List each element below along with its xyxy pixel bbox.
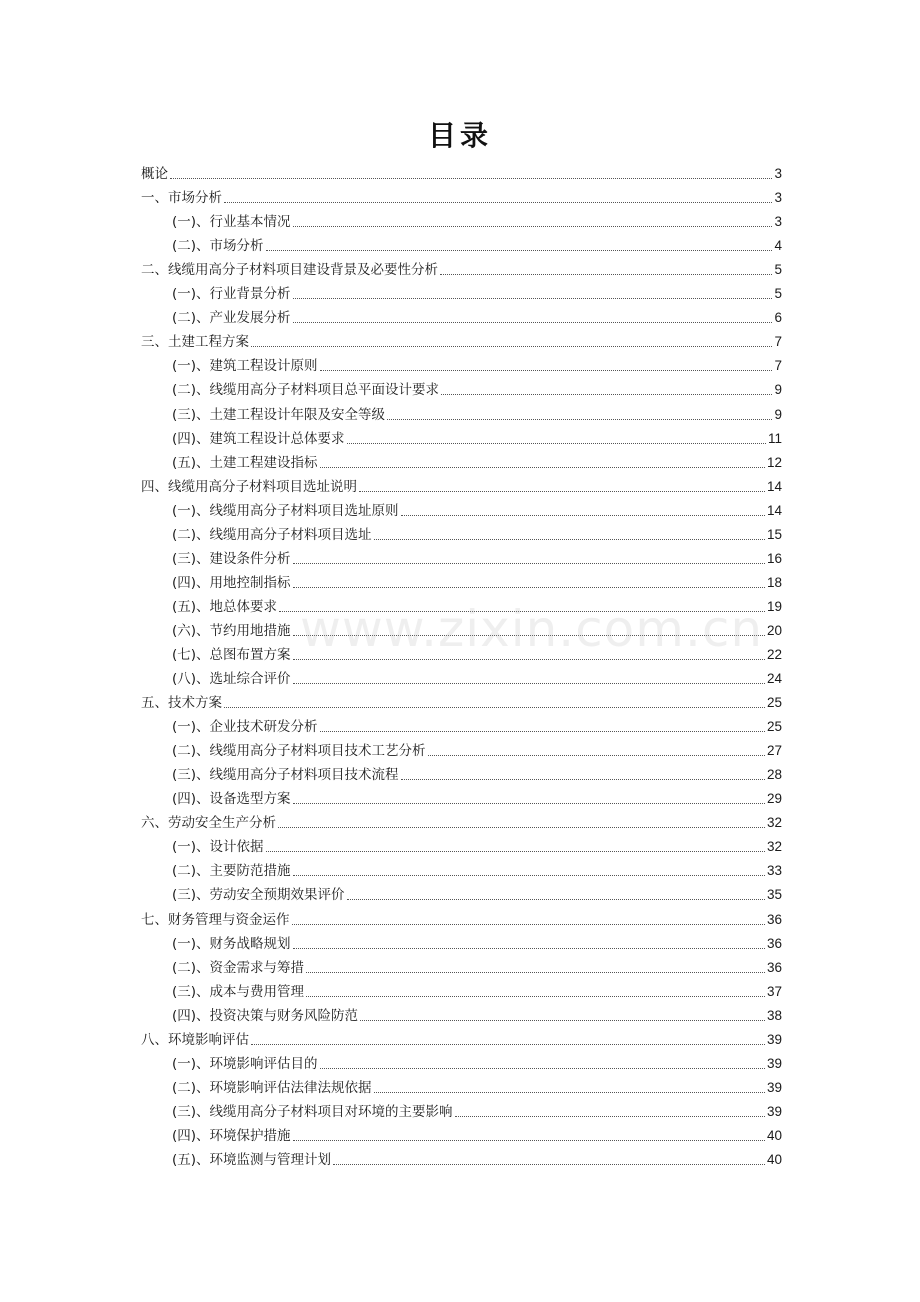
toc-chapter-entry[interactable]	[141, 256, 782, 280]
toc-dot-leader	[374, 1091, 765, 1093]
toc-entry-label: (二)、线缆用高分子材料项目总平面设计要求	[172, 382, 440, 399]
toc-dot-leader	[278, 826, 765, 828]
page-title: 目录	[427, 119, 492, 152]
toc-entry-label: (四)、设备选型方案	[172, 791, 291, 808]
toc-section-entry[interactable]	[141, 665, 782, 689]
toc-section-entry[interactable]	[141, 1050, 782, 1074]
toc-dot-leader	[251, 1043, 765, 1045]
toc-section-entry[interactable]	[141, 930, 782, 954]
toc-page-number: 7	[774, 334, 782, 350]
toc-dot-leader	[320, 1067, 765, 1069]
toc-dot-leader	[266, 850, 765, 852]
toc-entry-label: 二、线缆用高分子材料项目建设背景及必要性分析	[141, 262, 438, 279]
toc-dot-leader	[293, 802, 765, 804]
toc-entry-label: (一)、企业技术研发分析	[172, 719, 318, 736]
toc-section-entry[interactable]	[141, 280, 782, 304]
toc-entry-label: (四)、环境保护措施	[172, 1127, 291, 1144]
toc-page-number: 24	[766, 671, 782, 687]
toc-page-number: 5	[774, 262, 782, 278]
toc-page-number: 11	[767, 430, 782, 446]
toc-dot-leader	[251, 345, 772, 347]
toc-entry-label: (二)、产业发展分析	[172, 310, 291, 327]
toc-entry-label: (四)、投资决策与财务风险防范	[172, 1007, 359, 1024]
toc-entry-label: (一)、设计依据	[172, 839, 264, 856]
toc-entry-label: 七、财务管理与资金运作	[141, 911, 290, 928]
toc-page-number: 19	[766, 598, 782, 614]
toc-dot-leader	[347, 898, 765, 900]
toc-page-number: 36	[766, 911, 782, 927]
toc-section-entry[interactable]	[141, 593, 782, 617]
toc-entry-label: 一、市场分析	[141, 190, 222, 207]
toc-dot-leader	[333, 1163, 765, 1165]
toc-dot-leader	[320, 369, 773, 371]
toc-entry-label: (一)、线缆用高分子材料项目选址原则	[172, 502, 399, 519]
toc-entry-label: 六、劳动安全生产分析	[141, 815, 276, 832]
toc-section-entry[interactable]	[141, 425, 782, 449]
toc-section-entry[interactable]	[141, 617, 782, 641]
toc-page-number: 9	[774, 406, 782, 422]
toc-entry-label: 三、土建工程方案	[141, 334, 249, 351]
toc-section-entry[interactable]	[141, 1074, 782, 1098]
toc-section-entry[interactable]	[141, 545, 782, 569]
toc-dot-leader	[293, 562, 765, 564]
toc-section-entry[interactable]	[141, 785, 782, 809]
toc-dot-leader	[320, 466, 765, 468]
toc-entry-label: (二)、环境影响评估法律法规依据	[172, 1079, 372, 1096]
toc-page-number: 39	[766, 1055, 782, 1071]
toc-page-number: 7	[774, 358, 782, 374]
toc-section-entry[interactable]	[141, 954, 782, 978]
toc-page-number: 37	[766, 983, 782, 999]
toc-dot-leader	[279, 610, 765, 612]
toc-page-number: 40	[766, 1151, 782, 1167]
toc-chapter-entry[interactable]	[141, 809, 782, 833]
toc-page-number: 6	[774, 310, 782, 326]
toc-dot-leader	[293, 225, 773, 227]
toc-page-number: 36	[766, 935, 782, 951]
toc-page-number: 3	[774, 166, 782, 182]
toc-entry-label: (五)、环境监测与管理计划	[172, 1151, 332, 1168]
table-of-contents	[141, 160, 782, 1170]
toc-dot-leader	[293, 682, 765, 684]
toc-dot-leader	[293, 658, 765, 660]
toc-chapter-entry[interactable]	[141, 328, 782, 352]
toc-section-entry[interactable]	[141, 641, 782, 665]
toc-chapter-entry[interactable]	[141, 1026, 782, 1050]
toc-dot-leader	[224, 706, 765, 708]
toc-section-entry[interactable]	[141, 1002, 782, 1026]
toc-entry-label: 八、环境影响评估	[141, 1031, 249, 1048]
toc-entry-label: (三)、成本与费用管理	[172, 983, 305, 1000]
toc-section-entry[interactable]	[141, 352, 782, 376]
toc-section-entry[interactable]	[141, 304, 782, 328]
toc-page-number: 28	[766, 767, 782, 783]
toc-page-number: 14	[766, 478, 782, 494]
toc-page-number: 38	[766, 1007, 782, 1023]
toc-dot-leader	[293, 1139, 765, 1141]
toc-entry-label: (二)、市场分析	[172, 238, 264, 255]
toc-entry-label: (一)、环境影响评估目的	[172, 1055, 318, 1072]
toc-dot-leader	[455, 1115, 765, 1117]
toc-page-number: 3	[774, 214, 782, 230]
toc-page-number: 39	[766, 1103, 782, 1119]
toc-page-number: 18	[766, 574, 782, 590]
toc-entry-label: (三)、线缆用高分子材料项目技术流程	[172, 767, 399, 784]
toc-dot-leader	[306, 971, 765, 973]
toc-entry-label: (二)、线缆用高分子材料项目技术工艺分析	[172, 743, 426, 760]
toc-section-entry[interactable]	[141, 1122, 782, 1146]
toc-dot-leader	[320, 730, 765, 732]
toc-page-number: 35	[766, 887, 782, 903]
toc-page-number: 40	[766, 1127, 782, 1143]
toc-dot-leader	[306, 995, 765, 997]
toc-entry-label: (四)、用地控制指标	[172, 574, 291, 591]
toc-dot-leader	[293, 947, 765, 949]
toc-dot-leader	[440, 273, 772, 275]
toc-page-number: 9	[774, 382, 782, 398]
toc-entry-label: (五)、土建工程建设指标	[172, 454, 318, 471]
toc-dot-leader	[441, 393, 772, 395]
toc-entry-label: (三)、建设条件分析	[172, 550, 291, 567]
toc-dot-leader	[359, 490, 765, 492]
toc-entry-label: (六)、节约用地措施	[172, 622, 291, 639]
toc-page-number: 14	[766, 502, 782, 518]
toc-page-number: 32	[766, 839, 782, 855]
toc-section-entry[interactable]	[141, 521, 782, 545]
toc-chapter-entry[interactable]	[141, 160, 782, 184]
toc-section-entry[interactable]	[141, 713, 782, 737]
toc-section-entry[interactable]	[141, 232, 782, 256]
toc-entry-label: (一)、建筑工程设计原则	[172, 358, 318, 375]
toc-entry-label: (八)、选址综合评价	[172, 671, 291, 688]
toc-section-entry[interactable]	[141, 449, 782, 473]
toc-section-entry[interactable]	[141, 1098, 782, 1122]
toc-dot-leader	[293, 321, 773, 323]
toc-chapter-entry[interactable]	[141, 184, 782, 208]
toc-page-number: 3	[774, 190, 782, 206]
toc-page-number: 15	[766, 526, 782, 542]
toc-dot-leader	[374, 538, 765, 540]
toc-dot-leader	[428, 754, 765, 756]
toc-dot-leader	[293, 634, 765, 636]
toc-dot-leader	[401, 514, 765, 516]
toc-page-number: 27	[766, 743, 782, 759]
toc-section-entry[interactable]	[141, 833, 782, 857]
toc-dot-leader	[401, 778, 765, 780]
toc-entry-label: (一)、行业基本情况	[172, 214, 291, 231]
toc-entry-label: 五、技术方案	[141, 695, 222, 712]
toc-chapter-entry[interactable]	[141, 473, 782, 497]
toc-dot-leader	[170, 177, 772, 179]
toc-entry-label: 四、线缆用高分子材料项目选址说明	[141, 478, 357, 495]
toc-dot-leader	[347, 442, 766, 444]
toc-entry-label: (三)、土建工程设计年限及安全等级	[172, 406, 386, 423]
toc-entry-label: (二)、主要防范措施	[172, 863, 291, 880]
toc-page-number: 33	[766, 863, 782, 879]
toc-chapter-entry[interactable]	[141, 905, 782, 929]
toc-entry-label: (二)、资金需求与筹措	[172, 959, 305, 976]
toc-entry-label: 概论	[141, 166, 168, 183]
toc-page-number: 25	[766, 719, 782, 735]
toc-section-entry[interactable]	[141, 497, 782, 521]
toc-dot-leader	[293, 586, 765, 588]
toc-entry-label: (三)、线缆用高分子材料项目对环境的主要影响	[172, 1103, 453, 1120]
toc-page-number: 39	[766, 1031, 782, 1047]
toc-dot-leader	[266, 249, 773, 251]
toc-page-number: 25	[766, 695, 782, 711]
toc-entry-label: (三)、劳动安全预期效果评价	[172, 887, 345, 904]
toc-section-entry[interactable]	[141, 737, 782, 761]
toc-page-number: 5	[774, 286, 782, 302]
watermark: www.zixin.com.cn	[300, 600, 764, 658]
toc-section-entry[interactable]	[141, 857, 782, 881]
toc-section-entry[interactable]	[141, 978, 782, 1002]
toc-page-number: 4	[774, 238, 782, 254]
toc-page-number: 22	[766, 646, 782, 662]
toc-section-entry[interactable]	[141, 761, 782, 785]
toc-page-number: 20	[766, 622, 782, 638]
toc-entry-label: (二)、线缆用高分子材料项目选址	[172, 526, 372, 543]
toc-section-entry[interactable]	[141, 400, 782, 424]
toc-dot-leader	[293, 874, 765, 876]
toc-section-entry[interactable]	[141, 569, 782, 593]
toc-entry-label: (一)、行业背景分析	[172, 286, 291, 303]
toc-dot-leader	[224, 201, 772, 203]
toc-dot-leader	[293, 297, 773, 299]
toc-page-number: 12	[766, 454, 782, 470]
toc-dot-leader	[360, 1019, 765, 1021]
toc-dot-leader	[292, 923, 765, 925]
toc-section-entry[interactable]	[141, 881, 782, 905]
toc-page-number: 16	[766, 550, 782, 566]
toc-section-entry[interactable]	[141, 376, 782, 400]
toc-page-number: 29	[766, 791, 782, 807]
toc-section-entry[interactable]	[141, 208, 782, 232]
toc-entry-label: (四)、建筑工程设计总体要求	[172, 430, 345, 447]
toc-dot-leader	[387, 418, 772, 420]
toc-entry-label: (七)、总图布置方案	[172, 646, 291, 663]
toc-page-number: 36	[766, 959, 782, 975]
toc-chapter-entry[interactable]	[141, 689, 782, 713]
toc-entry-label: (一)、财务战略规划	[172, 935, 291, 952]
toc-page-number: 32	[766, 815, 782, 831]
toc-page-number: 39	[766, 1079, 782, 1095]
toc-section-entry[interactable]	[141, 1146, 782, 1170]
toc-entry-label: (五)、地总体要求	[172, 598, 278, 615]
